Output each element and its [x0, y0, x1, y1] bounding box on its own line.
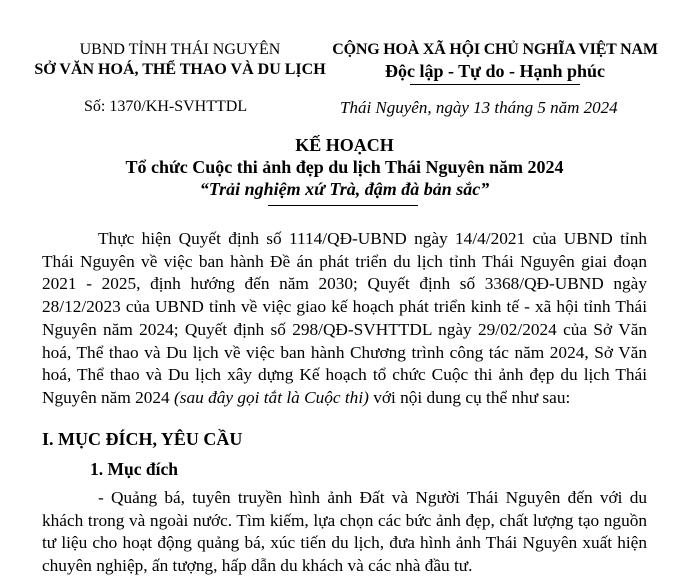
motto-underline: [410, 84, 580, 85]
department-name: SỞ VĂN HOÁ, THỂ THAO VÀ DU LỊCH: [34, 61, 326, 78]
subsection-heading: 1. Mục đích: [90, 459, 178, 479]
document-number: Số: 1370/KH-SVHTTDL: [84, 98, 248, 115]
province-committee-name: UBND TỈNH THÁI NGUYÊN: [79, 41, 281, 58]
document-subject: Tổ chức Cuộc thi ảnh đẹp du lịch Thái Nguyên năm 2024: [125, 157, 564, 177]
issuing-authority-block: [30, 40, 330, 80]
contest-slogan: “Trải nghiệm xứ Trà, đậm đà bản sắc”: [199, 179, 490, 199]
national-motto-block: [330, 40, 660, 85]
document-type-title: KẾ HOẠCH: [295, 135, 394, 155]
purpose-paragraph: - Quảng bá, tuyên truyền hình ảnh Đất và Người Thái Nguyên đến với du khách trong và ngoài nước. Tìm kiếm, lựa chọn các bức ảnh đẹp, chất lượng tạo nguồn tư liệu cho hoạt động quảng bá, xúc tiến du lịch, đưa hình ảnh Thái Nguyên xuất hiện chuyên nghiệp, ấn tượng, hấp dẫn du khách và các nhà đầu tư.: [42, 488, 647, 576]
intro-text: Thực hiện Quyết định số 1114/QĐ-UBND ngày 14/4/2021 của UBND tỉnh Thái Nguyên về việc ban hành Đề án phát triển du lịch tỉnh Thái Nguyên giai đoạn 2021 - 2025, định hướng đến năm 2030; Quyết định số 3368/QĐ-UBND ngày 28/12/2023 của UBND tỉnh về việc giao kế hoạch phát triển kinh tế - xã hội tỉnh Thái Nguyên năm 2024; Quyết định số 298/QĐ-SVHTTDL ngày 29/02/2024 của Sở Văn hoá, Thể thao và Du lịch về việc ban hành Chương trình công tác năm 2024, Sở Văn hoá, Thể thao và Du lịch xây dựng Kế hoạch tổ chức Cuộc thi ảnh đẹp du lịch Thái Nguyên năm 2024: [42, 229, 647, 407]
title-underline: [268, 205, 418, 206]
intro-italic-note: (sau đây gọi tắt là Cuộc thi): [174, 387, 369, 407]
national-motto: Độc lập - Tự do - Hạnh phúc: [384, 61, 606, 81]
country-name: CỘNG HOÀ XÃ HỘI CHỦ NGHĨA VIỆT NAM: [332, 41, 658, 58]
intro-paragraph: [42, 228, 647, 410]
section-heading: I. MỤC ĐÍCH, YÊU CẦU: [42, 429, 243, 449]
place-and-date: Thái Nguyên, ngày 13 tháng 5 năm 2024: [340, 98, 618, 117]
intro-tail-text: với nội dung cụ thể như sau:: [368, 387, 571, 407]
